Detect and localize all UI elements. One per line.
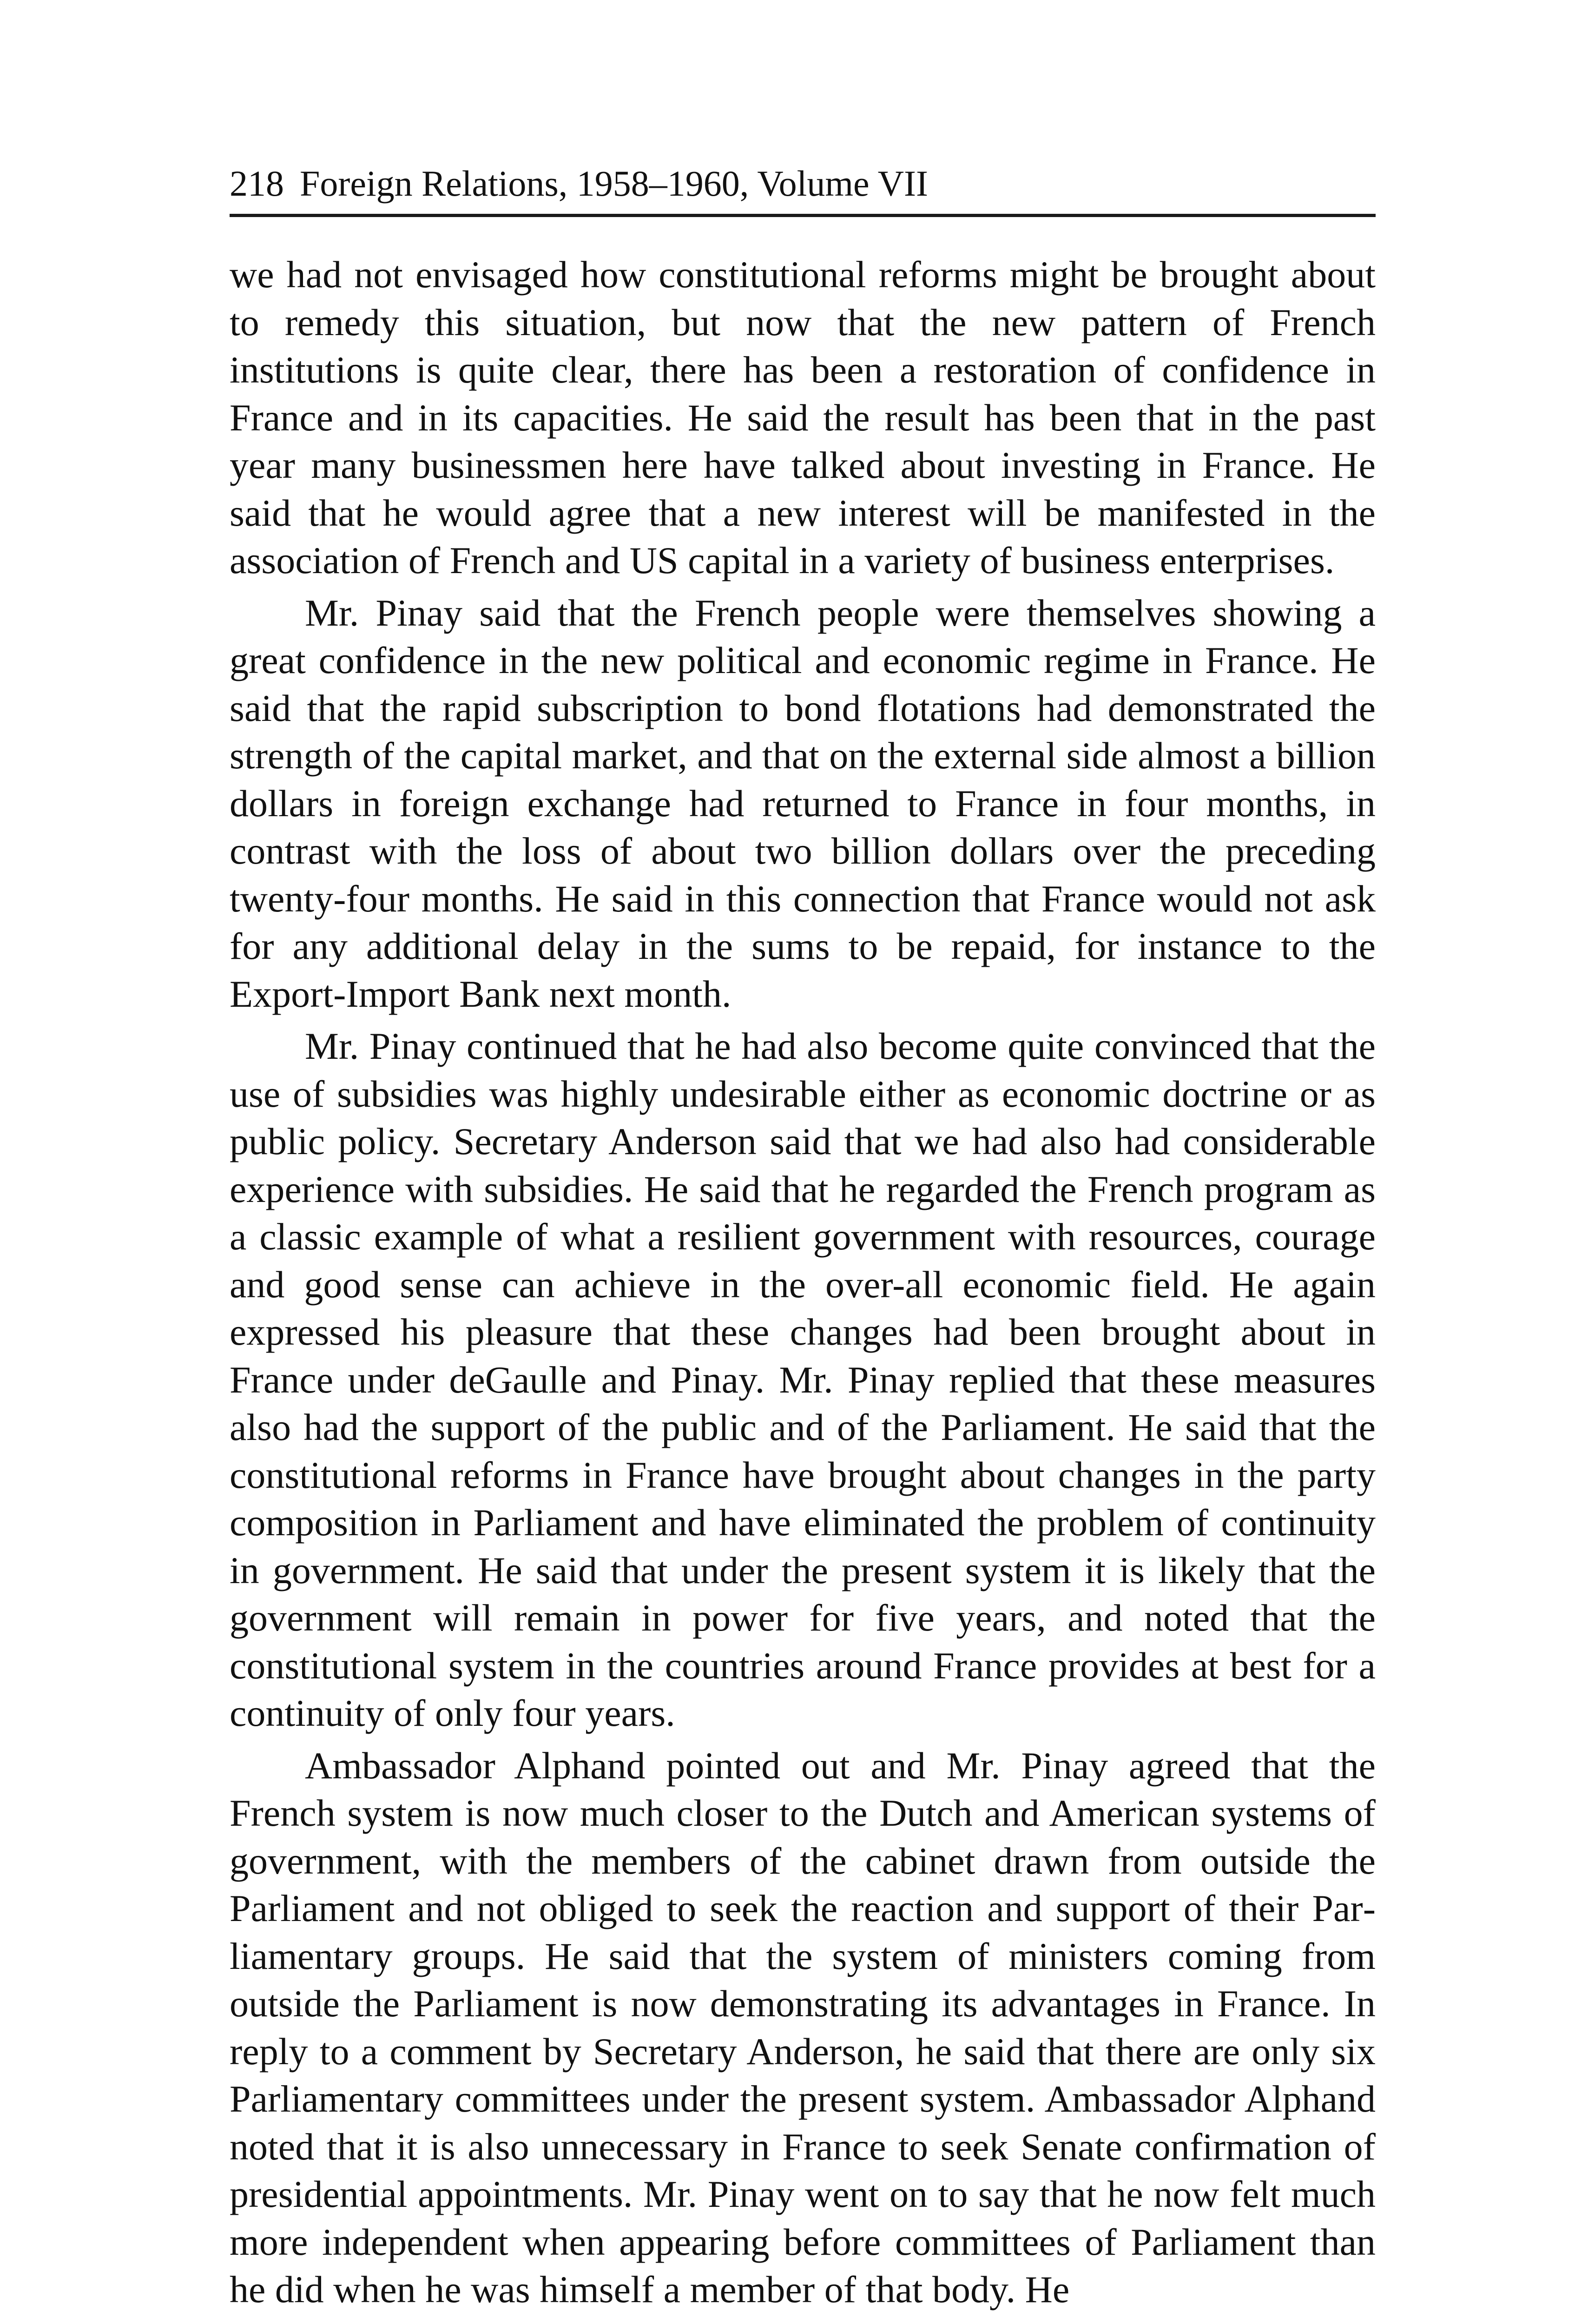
- running-head: [230, 158, 1376, 209]
- paragraph-4: Ambassador Alphand pointed out and Mr. Pinay agreed that the French system is now much closer to the Dutch and American systems of government, with the members of the cabinet drawn from outside the Parliament and not obliged to seek the reaction and support of their Parliamentary groups. He said that the system of ministers coming from outside the Parliament is now demonstrating its advantages in France. In reply to a comment by Secretary Anderson, he said that there are only six Parliamentary committees under the present system. Ambassador Alphand noted that it is also unnecessary in France to seek Senate confirmation of presidential appointments. Mr. Pinay went on to say that he now felt much more independent when appearing before committees of Parliament than he did when he was himself a member of that body. He: [230, 1744, 1376, 2311]
- body-text: [230, 251, 1376, 2314]
- paragraph-2: Mr. Pinay said that the French people were themselves showing a great confidence in the new political and economic regime in France. He said that the rapid subscription to bond flotations had demonstrated the strength of the capital market, and that on the external side almost a billion dollars in foreign exchange had returned to France in four months, in contrast with the loss of about two billion dollars over the preceding twenty-four months. He said in this connection that France would not ask for any additional delay in the sums to be repaid, for instance to the Export-Import Bank next month.: [230, 591, 1376, 1015]
- paragraph-3: Mr. Pinay continued that he had also become quite convinced that the use of subsidies was highly undesirable either as economic doctrine or as public policy. Secretary Anderson said that we had also had considerable experience with subsidies. He said that he regarded the French program as a classic example of what a resilient government with resources, courage and good sense can achieve in the over-all economic field. He again expressed his pleasure that these changes had been brought about in France under deGaulle and Pinay. Mr. Pinay replied that these measures also had the support of the public and of the Parliament. He said that the constitutional reforms in France have brought about changes in the party composition in Parliament and have eliminated the problem of continuity in government. He said that under the present system it is likely that the government will remain in power for five years, and noted that the constitutional system in the countries around France provides at best for a continuity of only four years.: [230, 1025, 1376, 1734]
- paragraph-1: we had not envisaged how constitutional reforms might be brought about to remedy this situation, but now that the new pattern of French institutions is quite clear, there has been a restoration of confidence in France and in its capacities. He said the result has been that in the past year many businessmen here have talked about investing in France. He said that he would agree that a new interest will be manifested in the association of French and US capital in a variety of business enterprises.: [230, 253, 1376, 581]
- running-title: Foreign Relations, 1958–1960, Volume VII: [300, 163, 928, 204]
- header-rule: [230, 214, 1376, 217]
- page-number: 218: [230, 163, 284, 204]
